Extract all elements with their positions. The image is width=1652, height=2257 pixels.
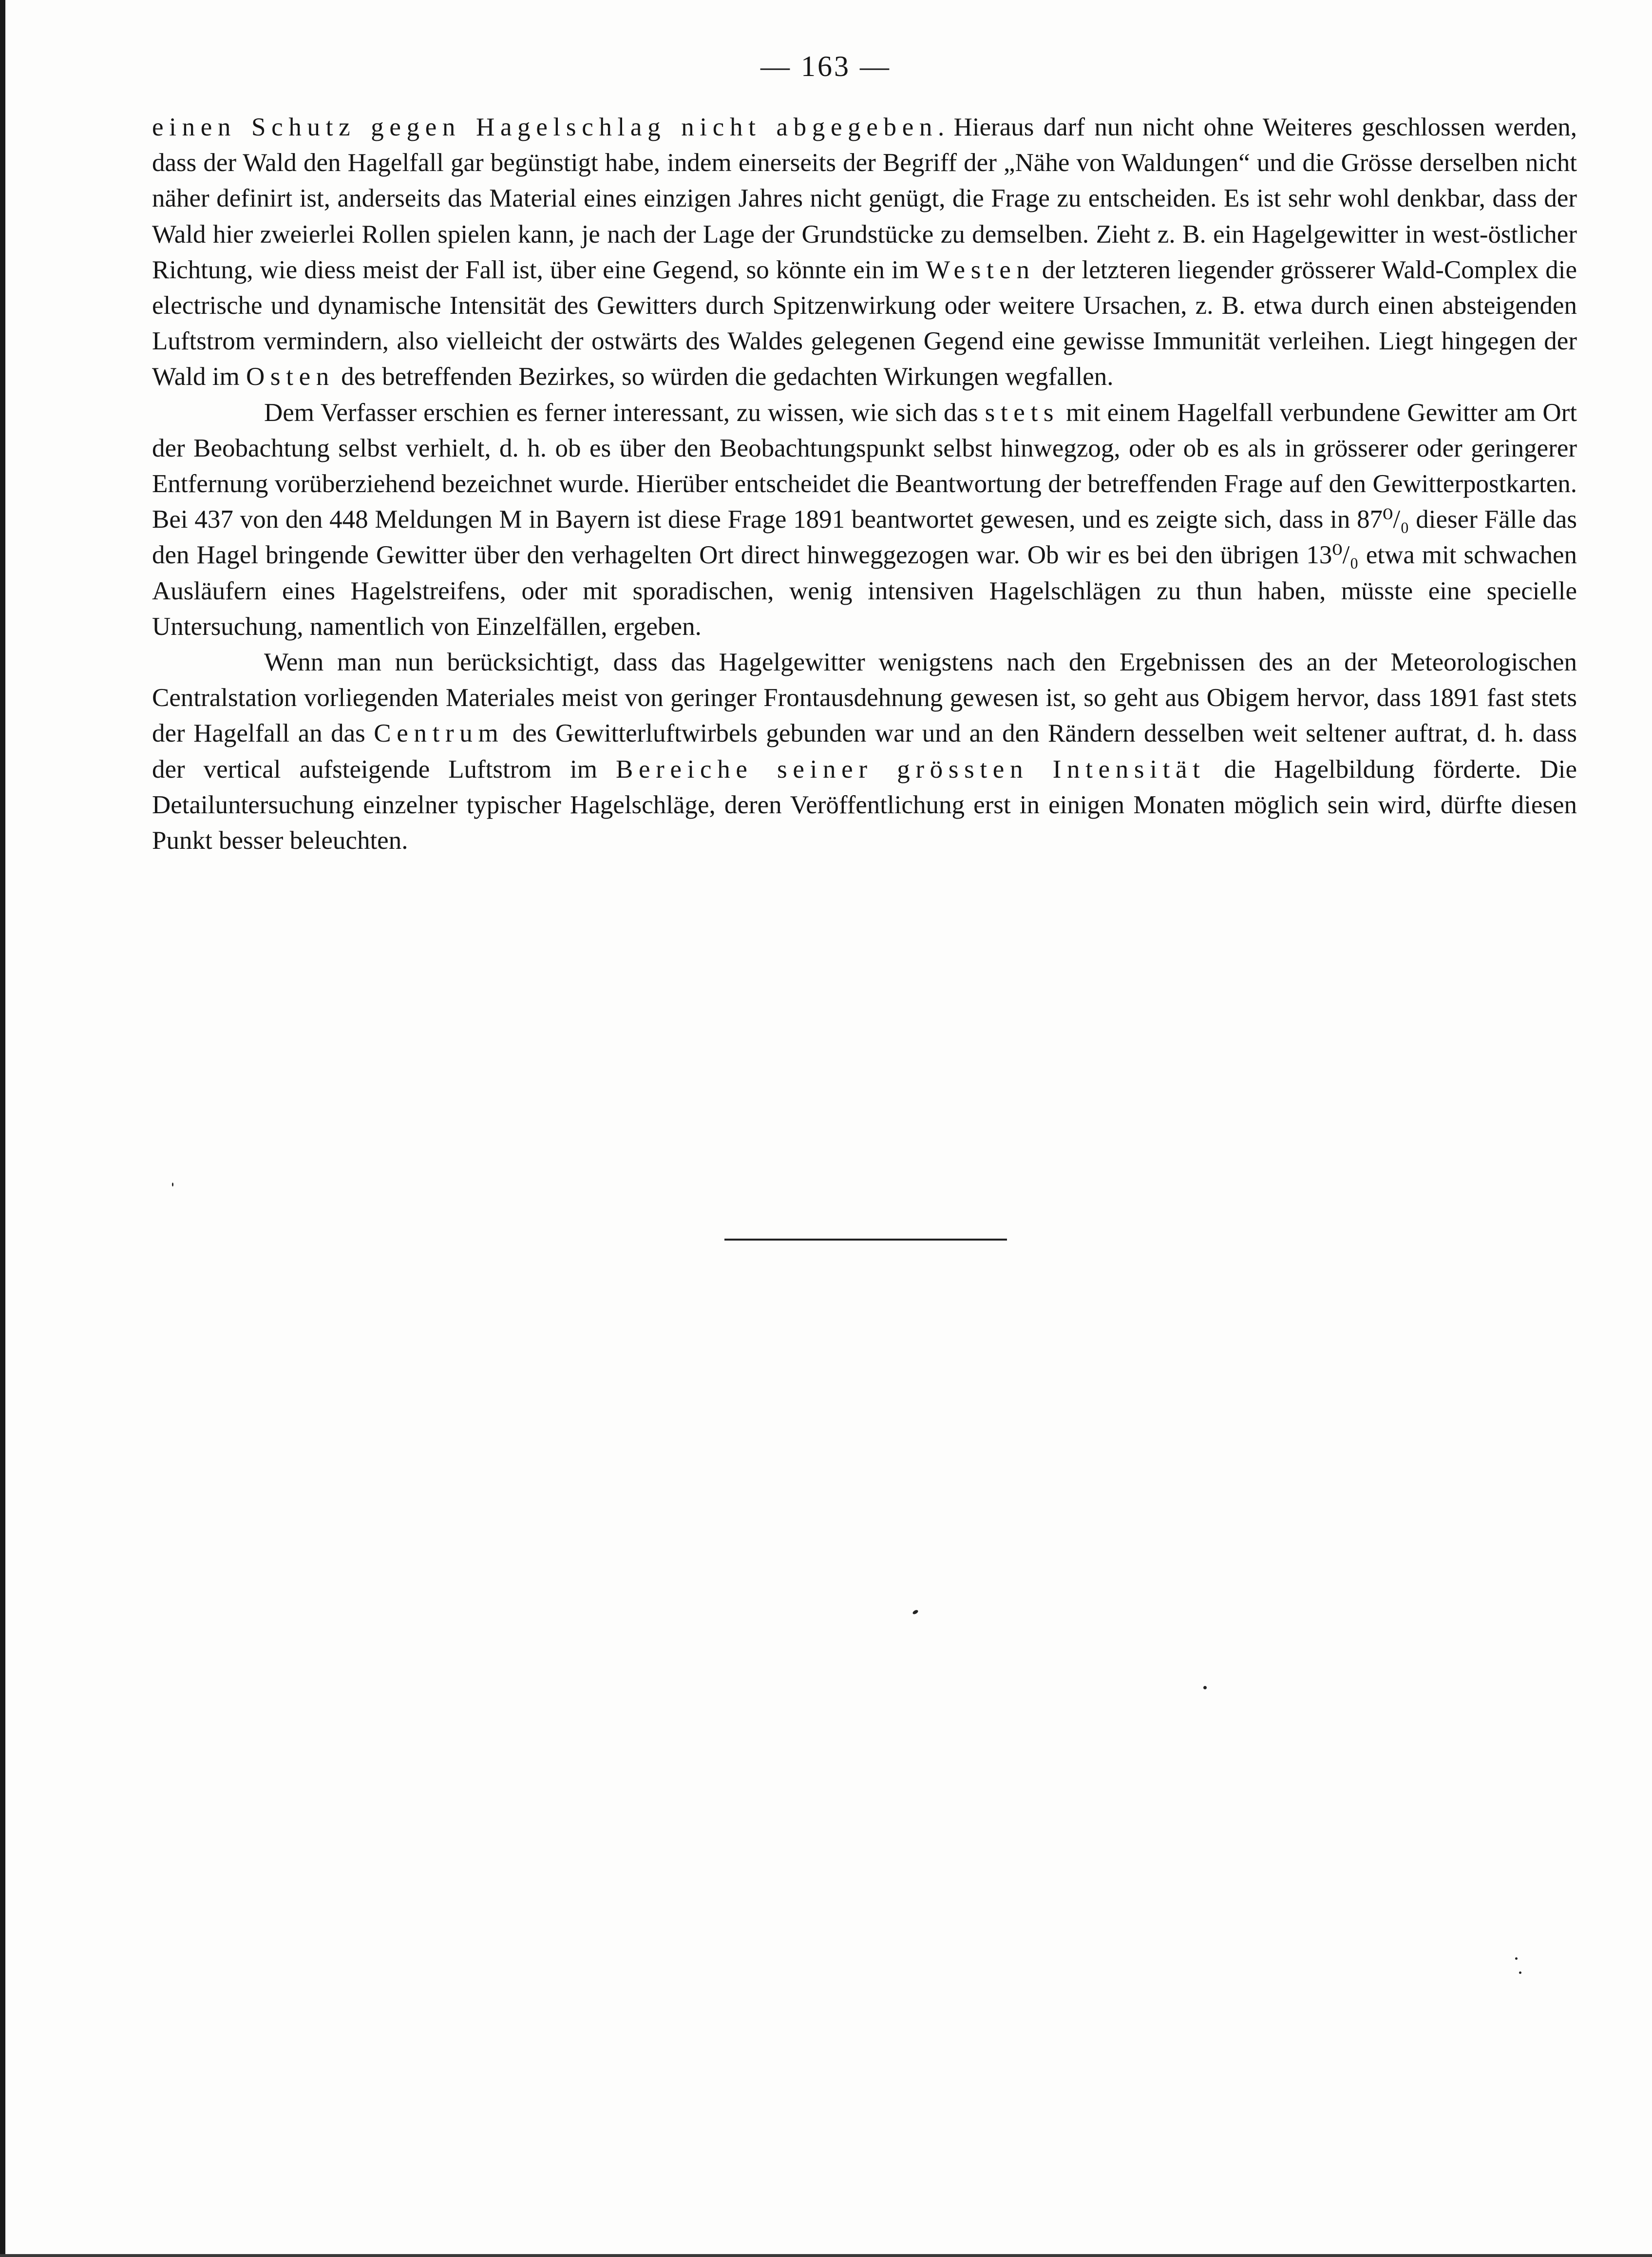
scan-speck [912, 1609, 919, 1615]
scan-speck [172, 1183, 173, 1186]
page-number: — 163 — [760, 50, 891, 82]
text-segment-spaced: Bereiche seiner grössten Intensität [615, 755, 1206, 784]
section-end-rule [724, 1239, 1007, 1241]
scan-left-edge [0, 0, 5, 2257]
text-segment-spaced: stets [985, 398, 1060, 427]
paragraph-2 [152, 395, 1577, 645]
text-segment-spaced: Westen [926, 255, 1035, 284]
text-segment: Wenn man nun berücksichtigt, dass das Hagelgewitter wenigstens nach den Ergebnissen des an der Meteorologischen Centralstation vorliegenden Materiales meist von geringer Frontausdehnung gewesen ist, so geht aus Obigem hervor, dass 1891 fast stets der Hagelfall an das [152, 648, 1577, 748]
paragraph-1 [152, 110, 1577, 395]
text-segment-spaced: einen Schutz gegen Hagelschlag nicht abgegeben [152, 113, 938, 141]
text-segment: . Hieraus darf nun nicht ohne Weiteres geschlossen werden, dass der Wald den Hagelfall gar begünstigt habe, indem einerseits der Begriff der „Nähe von Waldungen“ und die Grösse derselben nicht näher definirt ist, anderseits das Material eines einzigen Jahres nicht genügt, die Frage zu entscheiden. Es ist sehr wohl denkbar, dass der Wald hier zweierlei Rollen spielen kann, je nach der Lage der Grundstücke zu demselben. Zieht z. B. ein Hagelgewitter in west-östlicher Richtung, wie diess meist der Fall ist, über eine Gegend, so könnte ein im [152, 113, 1577, 284]
paragraph-3 [152, 645, 1577, 859]
text-segment: Dem Verfasser erschien es ferner interessant, zu wissen, wie sich das [264, 398, 985, 427]
text-segment: mit einem Hagelfall verbundene Gewitter am Ort der Beobachtung selbst verhielt, d. h. ob es über den Beobachtungspunkt selbst hinwegzog, oder ob es als in grösserer oder geringerer Entfernung vorüberziehend bezeichnet wurde. Hierüber entscheidet die Beantwortung der betreffenden Frage auf den Gewitterpostkarten. Bei 437 von den 448 Meldungen M in Bayern ist diese Frage 1891 beantwortet gewesen, und es zeigte sich, dass in 87⁰/₀ dieser Fälle das den Hagel bringende Gewitter über den verhagelten Ort direct hinweggezogen war. Ob wir es bei den übrigen 13⁰/₀ etwa mit schwachen Ausläufern eines Hagelstreifens, oder mit sporadischen, wenig intensiven Hagelschlägen zu thun haben, müsste eine specielle Untersuchung, namentlich von Einzelfällen, ergeben. [152, 398, 1577, 641]
scan-speck [1519, 1971, 1521, 1974]
scan-speck [1515, 1957, 1518, 1960]
text-segment-spaced: Osten [246, 363, 335, 391]
text-segment: des betreffenden Bezirkes, so würden die gedachten Wirkungen wegfallen. [334, 363, 1114, 391]
text-segment: der letzteren liegender grösserer Wald-Complex die electrische und dynamische Intensität des Gewitters durch Spitzenwirkung oder weitere Ursachen, z. B. etwa durch einen absteigenden Luftstrom vermindern, also vielleicht der ostwärts des Waldes gelegenen Gegend eine gewisse Immunität verleihen. Liegt hingegen der Wald im [152, 255, 1577, 391]
text-segment: des Gewitterluftwirbels gebunden war und an den Rändern desselben weit seltener auftrat, d. h. dass der vertical aufsteigende Luftstrom im [152, 719, 1577, 784]
text-segment-spaced: Centrum [374, 719, 504, 748]
text-segment: die Hagelbildung förderte. Die Detailuntersuchung einzelner typischer Hagelschläge, deren Veröffentlichung erst in einigen Monaten möglich sein wird, dürfte diesen Punkt besser beleuchten. [152, 755, 1577, 855]
body-text [152, 110, 1577, 859]
scan-bottom-edge [0, 2254, 1652, 2257]
scan-speck [1203, 1686, 1207, 1689]
